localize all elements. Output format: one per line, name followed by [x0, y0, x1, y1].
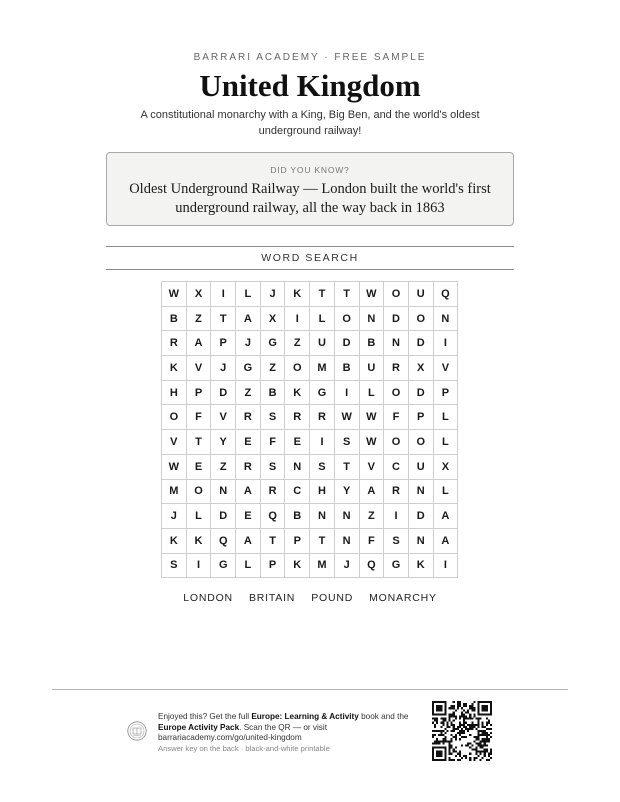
grid-cell: O: [384, 381, 409, 406]
grid-cell: N: [434, 307, 459, 332]
grid-cell: O: [409, 430, 434, 455]
grid-cell: P: [211, 331, 236, 356]
grid-cell: E: [187, 455, 212, 480]
grid-cell: U: [409, 282, 434, 307]
footer-promo-mid: book and the: [358, 712, 409, 721]
grid-cell: T: [261, 529, 286, 554]
grid-cell: N: [409, 480, 434, 505]
grid-cell: S: [310, 455, 335, 480]
grid-cell: A: [434, 504, 459, 529]
grid-cell: Q: [261, 504, 286, 529]
grid-cell: K: [162, 356, 187, 381]
grid-cell: L: [434, 430, 459, 455]
grid-cell: L: [360, 381, 385, 406]
grid-cell: L: [434, 405, 459, 430]
footer-rule: [52, 689, 568, 690]
grid-cell: O: [187, 480, 212, 505]
grid-cell: Y: [211, 430, 236, 455]
grid-cell: V: [360, 455, 385, 480]
grid-cell: I: [310, 430, 335, 455]
grid-cell: W: [162, 455, 187, 480]
grid-cell: I: [434, 331, 459, 356]
grid-cell: E: [285, 430, 310, 455]
grid-cell: Q: [360, 554, 385, 579]
grid-cell: T: [211, 307, 236, 332]
grid-cell: B: [335, 356, 360, 381]
grid-cell: E: [236, 430, 261, 455]
grid-cell: S: [261, 405, 286, 430]
section-title: WORD SEARCH: [261, 252, 359, 264]
grid-cell: A: [236, 480, 261, 505]
grid-cell: T: [310, 282, 335, 307]
grid-cell: L: [236, 554, 261, 579]
grid-cell: R: [236, 405, 261, 430]
grid-cell: G: [261, 331, 286, 356]
grid-cell: O: [162, 405, 187, 430]
grid-cell: M: [310, 356, 335, 381]
grid-cell: O: [384, 430, 409, 455]
grid-cell: J: [236, 331, 261, 356]
section-rule-top: [106, 246, 514, 247]
grid-cell: Z: [187, 307, 212, 332]
grid-cell: G: [236, 356, 261, 381]
grid-cell: V: [162, 430, 187, 455]
grid-cell: O: [409, 307, 434, 332]
grid-cell: N: [409, 529, 434, 554]
grid-cell: D: [211, 381, 236, 406]
grid-cell: R: [261, 480, 286, 505]
grid-cell: A: [360, 480, 385, 505]
grid-cell: H: [310, 480, 335, 505]
grid-cell: R: [384, 356, 409, 381]
grid-cell: Z: [285, 331, 310, 356]
fact-text: Oldest Underground Railway — London built the world's first underground railway, all the way back in 1863: [129, 181, 491, 216]
grid-cell: P: [261, 554, 286, 579]
grid-cell: K: [162, 529, 187, 554]
grid-cell: P: [187, 381, 212, 406]
grid-cell: D: [335, 331, 360, 356]
section-rule-bottom: [106, 269, 514, 270]
word-search-grid: [161, 281, 458, 578]
grid-cell: R: [285, 405, 310, 430]
grid-cell: A: [236, 529, 261, 554]
grid-cell: G: [384, 554, 409, 579]
grid-cell: B: [285, 504, 310, 529]
grid-cell: B: [261, 381, 286, 406]
grid-cell: N: [310, 504, 335, 529]
grid-cell: S: [384, 529, 409, 554]
word-list-item: POUND: [311, 592, 354, 604]
grid-cell: F: [384, 405, 409, 430]
grid-cell: T: [335, 282, 360, 307]
grid-cell: J: [261, 282, 286, 307]
grid-cell: Q: [434, 282, 459, 307]
grid-cell: D: [409, 331, 434, 356]
grid-cell: S: [335, 430, 360, 455]
grid-cell: C: [285, 480, 310, 505]
grid-cell: S: [261, 455, 286, 480]
grid-cell: F: [360, 529, 385, 554]
grid-cell: A: [236, 307, 261, 332]
grid-cell: J: [162, 504, 187, 529]
grid-cell: W: [360, 430, 385, 455]
grid-cell: W: [360, 405, 385, 430]
academy-seal-icon: [127, 721, 147, 741]
grid-cell: W: [335, 405, 360, 430]
qr-code-icon[interactable]: [432, 701, 492, 761]
grid-cell: M: [162, 480, 187, 505]
grid-cell: T: [335, 455, 360, 480]
grid-cell: I: [187, 554, 212, 579]
grid-cell: F: [187, 405, 212, 430]
grid-cell: R: [236, 455, 261, 480]
grid-cell: I: [384, 504, 409, 529]
grid-cell: P: [285, 529, 310, 554]
eyebrow: BARRARI ACADEMY · FREE SAMPLE: [193, 52, 427, 63]
footer-promo: [158, 712, 418, 744]
grid-cell: N: [360, 307, 385, 332]
grid-cell: N: [335, 504, 360, 529]
grid-cell: M: [310, 554, 335, 579]
grid-cell: R: [384, 480, 409, 505]
grid-cell: E: [236, 504, 261, 529]
footer-text: [158, 712, 418, 754]
grid-cell: X: [261, 307, 286, 332]
grid-cell: K: [285, 282, 310, 307]
word-list-item: MONARCHY: [369, 592, 437, 604]
grid-cell: D: [409, 381, 434, 406]
grid-cell: B: [360, 331, 385, 356]
grid-cell: N: [384, 331, 409, 356]
grid-cell: Z: [261, 356, 286, 381]
grid-cell: K: [285, 381, 310, 406]
footer-note: Answer key on the back · black-and-white printable: [158, 743, 330, 753]
grid-cell: Y: [335, 480, 360, 505]
grid-cell: V: [187, 356, 212, 381]
grid-cell: T: [187, 430, 212, 455]
grid-cell: I: [434, 554, 459, 579]
page-title: United Kingdom: [199, 68, 421, 103]
grid-cell: Q: [211, 529, 236, 554]
grid-cell: F: [261, 430, 286, 455]
grid-cell: A: [434, 529, 459, 554]
grid-cell: D: [409, 504, 434, 529]
grid-cell: K: [285, 554, 310, 579]
grid-cell: P: [434, 381, 459, 406]
grid-cell: D: [211, 504, 236, 529]
grid-cell: X: [187, 282, 212, 307]
footer-pack-name: Europe Activity Pack: [158, 722, 240, 732]
grid-cell: H: [162, 381, 187, 406]
grid-cell: T: [310, 529, 335, 554]
grid-cell: D: [384, 307, 409, 332]
grid-cell: N: [285, 455, 310, 480]
footer-book-name: Europe: Learning & Activity: [251, 712, 359, 721]
grid-cell: X: [409, 356, 434, 381]
grid-cell: O: [285, 356, 310, 381]
grid-cell: C: [384, 455, 409, 480]
grid-cell: Z: [236, 381, 261, 406]
grid-cell: J: [335, 554, 360, 579]
word-list-item: BRITAIN: [248, 592, 296, 604]
word-list: [0, 592, 620, 604]
grid-cell: V: [434, 356, 459, 381]
grid-cell: A: [187, 331, 212, 356]
grid-cell: S: [162, 554, 187, 579]
grid-cell: O: [384, 282, 409, 307]
grid-cell: K: [409, 554, 434, 579]
grid-cell: V: [211, 405, 236, 430]
grid-cell: Z: [211, 455, 236, 480]
grid-cell: U: [310, 331, 335, 356]
footer-promo-end: . Scan the QR — or visit barrariacademy.com/go/united-kingdom: [158, 722, 327, 742]
grid-cell: O: [335, 307, 360, 332]
word-list-item: LONDON: [183, 592, 233, 604]
grid-cell: W: [162, 282, 187, 307]
grid-cell: L: [187, 504, 212, 529]
fact-label: DID YOU KNOW?: [270, 165, 350, 175]
grid-cell: R: [310, 405, 335, 430]
grid-cell: B: [162, 307, 187, 332]
grid-cell: W: [360, 282, 385, 307]
grid-cell: I: [211, 282, 236, 307]
grid-cell: L: [236, 282, 261, 307]
grid-cell: L: [434, 480, 459, 505]
grid-cell: I: [335, 381, 360, 406]
grid-cell: R: [162, 331, 187, 356]
grid-cell: G: [310, 381, 335, 406]
grid-cell: N: [335, 529, 360, 554]
grid-cell: Z: [360, 504, 385, 529]
grid-cell: U: [360, 356, 385, 381]
fact-box: [106, 152, 514, 226]
grid-cell: K: [187, 529, 212, 554]
grid-cell: X: [434, 455, 459, 480]
page-subtitle: A constitutional monarchy with a King, Big Ben, and the world's oldest underground railway!: [140, 109, 480, 137]
grid-cell: N: [211, 480, 236, 505]
grid-cell: L: [310, 307, 335, 332]
grid-cell: G: [211, 554, 236, 579]
grid-cell: J: [211, 356, 236, 381]
grid-cell: U: [409, 455, 434, 480]
grid-cell: I: [285, 307, 310, 332]
footer-promo-start: Enjoyed this? Get the full: [158, 712, 252, 721]
grid-cell: P: [409, 405, 434, 430]
